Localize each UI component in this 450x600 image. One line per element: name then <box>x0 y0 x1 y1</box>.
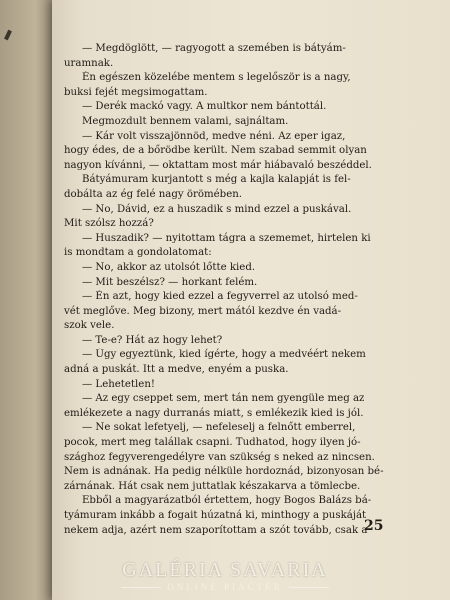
text-line: buksi fejét megsimogattam. <box>64 86 208 98</box>
text-line: is mondtam a gondolatomat: <box>64 247 212 259</box>
page-number: 25 <box>364 518 384 534</box>
text-line: — Derék mackó vagy. A multkor nem bántottál. <box>82 101 327 113</box>
text-line: pocok, mert meg talállak csapni. Tudhatod, hogy ilyen jó- <box>64 437 361 449</box>
text-line: — No, Dávid, ez a huszadik s mind ezzel a puskával. <box>82 203 352 215</box>
watermark-title: GALÉRIA SAVARIA <box>122 559 328 581</box>
text-line: nagyon kívánni, — oktattam most már hiábavaló beszéddel. <box>64 159 372 171</box>
text-line: nekem adja, azért nem szaporítottam a szót tovább, csak a <box>64 524 368 536</box>
text-line: Ebből a magyarázatból értettem, hogy Bogos Balázs bá- <box>82 495 372 507</box>
text-line: — Úgy egyeztünk, kied ígérte, hogy a medvéért nekem <box>82 349 366 361</box>
text-line: tyámuram inkább a fogait húzatná ki, minthogy a puskáját <box>64 510 367 521</box>
watermark-subtitle-text: ONLINE PIACTÉR <box>167 582 283 592</box>
text-line: Én egészen közelébe mentem s legelőször is a nagy, <box>82 72 351 84</box>
text-line: — Az egy cseppet sem, mert tán nem gyengüle meg az <box>82 393 365 405</box>
text-line: vét meglőve. Meg bizony, mert mától kezdve én vadá- <box>64 305 342 317</box>
page-text <box>64 42 400 538</box>
left-page-edge <box>0 0 58 600</box>
text-line: — No, akkor az utolsót lőtte kied. <box>82 261 256 273</box>
text-line: zárnának. Hát csak nem juttatlak készakarva a tömlecbe. <box>64 480 361 492</box>
ink-mark <box>4 30 12 41</box>
watermark-subtitle <box>0 580 450 594</box>
text-line: — Te-e? Hát az hogy lehet? <box>82 334 223 346</box>
text-line: dobálta az ég felé nagy örömében. <box>64 188 243 200</box>
text-line: — Én azt, hogy kied ezzel a fegyverrel az utolsó med- <box>82 291 358 303</box>
text-line: hogy édes, de a bőrödbe került. Nem szabad semmit olyan <box>64 145 367 157</box>
text-line: — Huszadik? — nyitottam tágra a szememet, hirtelen ki <box>82 232 371 244</box>
text-line: — Megdöglött, — ragyogott a szemében is bátyám- <box>82 43 346 54</box>
text-line: Megmozdult bennem valami, sajnáltam. <box>82 115 289 127</box>
text-line: szok vele. <box>64 320 115 332</box>
text-line: — Kár volt visszajönnöd, medve néni. Az eper igaz, <box>82 130 346 142</box>
text-line: — Mit beszélsz? — horkant felém. <box>82 276 258 288</box>
text-line: uramnak. <box>64 57 114 69</box>
text-line: adná a puskát. Itt a medve, enyém a puska. <box>64 364 289 376</box>
text-line: szághoz fegyverengedélyre van szükség s neked az nincsen. <box>64 451 375 463</box>
text-line: Nem is adnának. Ha pedig nélküle hordoznád, bizonyosan bé- <box>64 466 384 478</box>
text-line: — Lehetetlen! <box>82 378 155 390</box>
text-line: Bátyámuram kurjantott s még a kajla kalapját is fel- <box>82 174 351 186</box>
text-line: Mit szólsz hozzá? <box>64 218 154 230</box>
watermark <box>0 560 450 594</box>
text-line: — Ne sokat lefetyelj, — nefeleselj a felnőtt emberrel, <box>82 422 356 434</box>
text-line: emlékezete a nagy durranás miatt, s emlékezik kied is jól. <box>64 407 364 419</box>
